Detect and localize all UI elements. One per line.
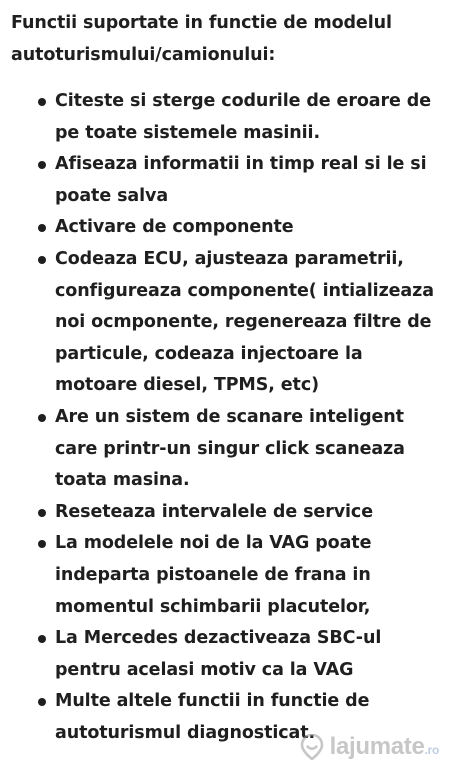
list-item — [0, 623, 451, 686]
bullet-icon — [38, 509, 46, 517]
list-item — [0, 244, 451, 402]
list-item-text: La Mercedes dezactiveaza SBC-ul pentru acelasi motiv ca la VAG — [55, 628, 382, 680]
list-item — [0, 528, 451, 623]
bullet-icon — [38, 98, 46, 106]
description-heading: Functii suportate in functie de modelul autoturismului/camionului: — [11, 13, 392, 65]
list-item-text: Activare de componente — [55, 217, 294, 238]
list-item-text: Are un sistem de scanare inteligent care printr-un singur click scaneaza toata masina. — [55, 406, 405, 491]
bullet-icon — [38, 414, 46, 422]
list-item-text: Codeaza ECU, ajusteaza parametrii, configureaza componente( intializeaza noi ocmponente, regenereaza filtre de particule, codeaza injectoare la motoare diesel, TPMS, etc) — [55, 248, 434, 396]
bullet-icon — [38, 635, 46, 643]
watermark-brand: lajumate — [329, 733, 425, 760]
list-item-text: Reseteaza intervalele de service — [55, 501, 373, 522]
list-item-text: Multe altele functii in functie de autoturismul diagnosticat. — [55, 691, 370, 743]
list-item — [0, 212, 451, 244]
bullet-icon — [38, 224, 46, 232]
watermark-tld: .ro — [424, 743, 439, 757]
list-item-text: Citeste si sterge codurile de eroare de pe toate sistemele masinii. — [55, 91, 431, 143]
list-item-text: Afiseaza informatii in timp real si le si poate salva — [55, 154, 427, 206]
bullet-icon — [38, 540, 46, 548]
list-item — [0, 149, 451, 212]
bullet-icon — [38, 161, 46, 169]
list-item — [0, 686, 451, 749]
list-item — [0, 497, 451, 529]
bullet-icon — [38, 256, 46, 264]
list-item — [0, 86, 451, 149]
list-item — [0, 402, 451, 497]
list-item-text: La modelele noi de la VAG poate indeparta pistoanele de frana in momentul schimbarii placutelor, — [55, 533, 372, 617]
bullet-icon — [38, 698, 46, 706]
feature-list — [0, 86, 451, 749]
